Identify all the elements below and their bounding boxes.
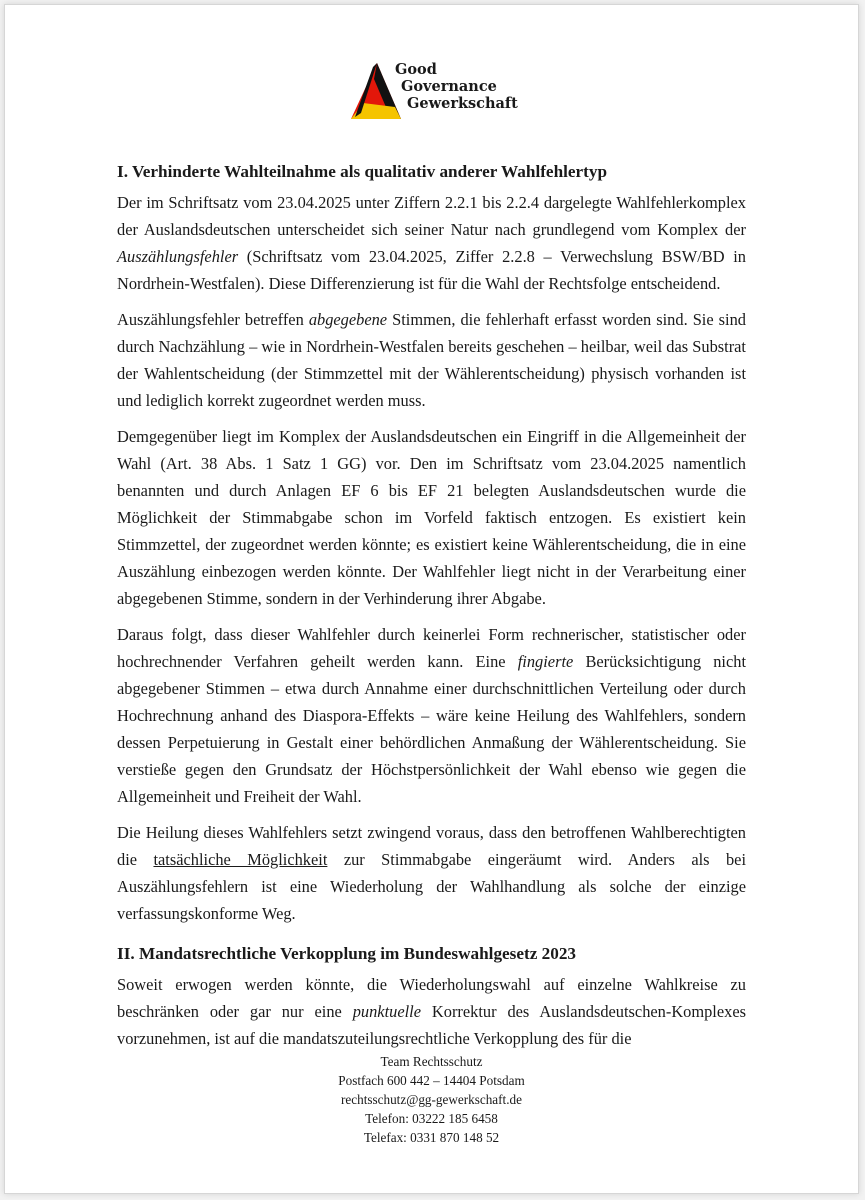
footer-address: Postfach 600 442 – 14404 Potsdam <box>338 1073 525 1088</box>
section-1-heading: I. Verhinderte Wahlteilnahme als qualitativ anderer Wahlfehlertyp <box>117 162 608 181</box>
logo-wordmark <box>393 61 518 112</box>
section-2-heading: II. Mandatsrechtliche Verkopplung im Bundeswahlgesetz 2023 <box>117 944 577 963</box>
logo-line-1: Good <box>395 61 437 78</box>
section-1-paragraph-1: Der im Schriftsatz vom 23.04.2025 unter Ziffern 2.2.1 bis 2.2.4 dargelegte Wahlfehlerkomplex der Auslandsdeutschen unterscheidet sich seiner Natur nach grundlegend vom Komplex der Auszählungsfehler (Schriftsatz vom 23.04.2025, Ziffer 2.2.8 – Verwechslung BSW/BD in Nordrhein-Westfalen). Diese Differenzierung ist für die Wahl der Rechtsfolge entscheidend. <box>117 193 746 293</box>
logo <box>349 61 529 123</box>
footer-team: Team Rechtsschutz <box>380 1054 483 1069</box>
letterhead-footer <box>5 1052 858 1147</box>
logo-line-2: Governance <box>401 78 497 95</box>
emphasis: Auszählungsfehler <box>117 247 239 266</box>
footer-email: rechtsschutz@gg-gewerkschaft.de <box>341 1092 522 1107</box>
section-1-paragraph-4: Daraus folgt, dass dieser Wahlfehler durch keinerlei Form rechnerischer, statistischer oder hochrechnender Verfahren geheilt werden kann. Eine fingierte Berücksichtigung nicht abgegebener Stimmen – etwa durch Annahme einer durchschnittlichen Verteilung oder durch Hochrechnung anhand des Diaspora-Effekts – wäre keine Heilung des Wahlfehlers, sondern dessen Perpetuierung in Gestalt einer behördlichen Anmaßung der Wählerentscheidung. Sie verstieße gegen den Grundsatz der Höchstpersönlichkeit der Wahl ebenso wie gegen die Allgemeinheit und Freiheit der Wahl. <box>117 625 747 806</box>
section-1-paragraph-3: Demgegenüber liegt im Komplex der Auslandsdeutschen ein Eingriff in die Allgemeinheit der Wahl (Art. 38 Abs. 1 Satz 1 GG) vor. Den im Schriftsatz vom 23.04.2025 namentlich benannten und durch Anlagen EF 6 bis EF 21 belegten Auslandsdeutschen wurde die Möglichkeit der Stimmabgabe schon im Vorfeld faktisch entzogen. Es existiert kein Stimmzettel, der zugeordnet werden könnte; es existiert keine Wählerentscheidung, die in eine Auszählung einbezogen werden könnte. Der Wahlfehler liegt nicht in der Verarbeitung einer abgegebenen Stimme, sondern in der Verhinderung ihrer Abgabe. <box>117 427 746 608</box>
underlined-text: tatsächliche Möglichkeit <box>153 850 328 869</box>
document-page <box>4 4 859 1194</box>
section-2-paragraph-1: Soweit erwogen werden könnte, die Wiederholungswahl auf einzelne Wahlkreise zu beschränken oder gar nur eine punktuelle Korrektur des Auslandsdeutschen-Komplexes vorzunehmen, ist auf die mandatszuteilungsrechtliche Verkopplung des für die <box>117 975 746 1048</box>
emphasis: fingierte <box>517 652 574 671</box>
emphasis: abgegebene <box>308 310 388 329</box>
logo-line-3: Gewerkschaft <box>407 95 518 112</box>
footer-phone: Telefon: 03222 185 6458 <box>365 1111 498 1126</box>
section-1-paragraph-2: Auszählungsfehler betreffen abgegebene Stimmen, die fehlerhaft erfasst worden sind. Sie sind durch Nachzählung – wie in Nordrhein-Westfalen bereits geschehen – heilbar, weil das Substrat der Wahlentscheidung (der Stimmzettel mit der Wählerentscheidung) physisch vorhanden ist und lediglich korrekt zugeordnet werden muss. <box>117 310 746 410</box>
emphasis: punktuelle <box>352 1002 421 1021</box>
section-1-paragraph-5: Die Heilung dieses Wahlfehlers setzt zwingend voraus, dass den betroffenen Wahlberechtigten die tatsächliche Möglichkeit zur Stimmabgabe eingeräumt wird. Anders als bei Auszählungsfehlern ist eine Wiederholung der Wahlhandlung als solche der einzige verfassungskonforme Weg. <box>117 823 747 923</box>
document-body <box>117 159 746 1052</box>
footer-fax: Telefax: 0331 870 148 52 <box>363 1130 500 1145</box>
